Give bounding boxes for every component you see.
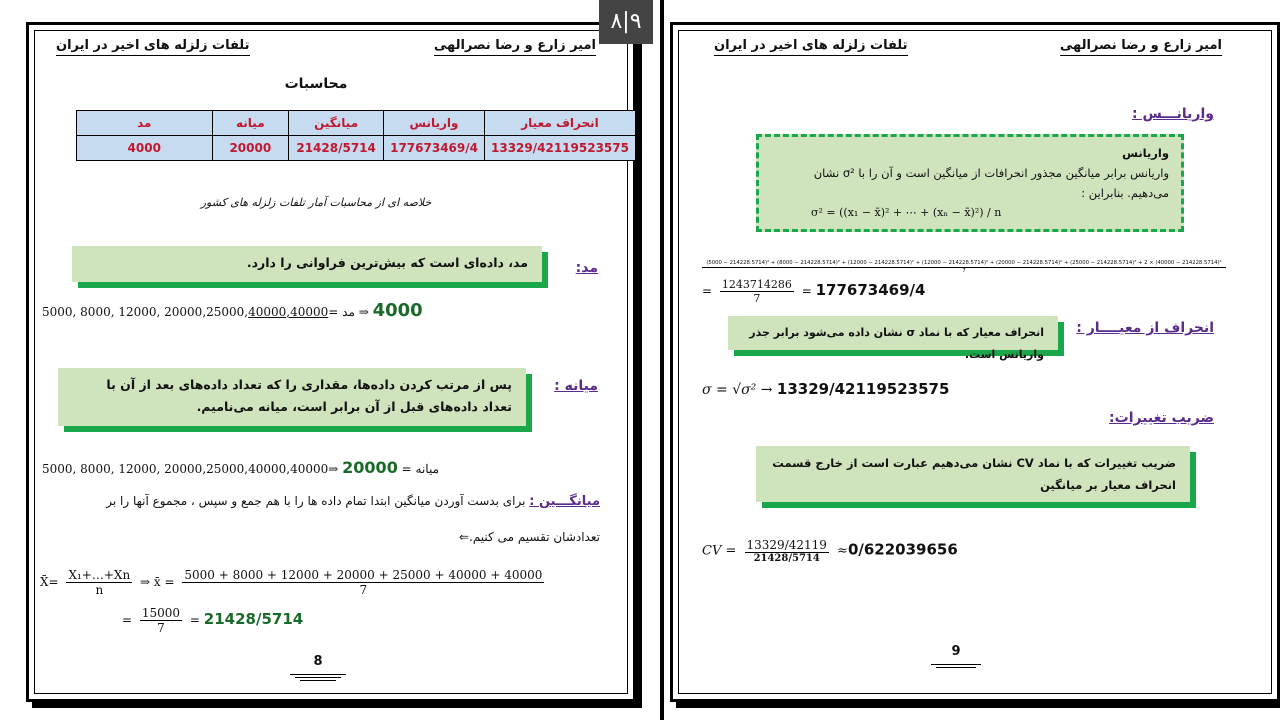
median-definition-box <box>58 368 526 426</box>
mean-sum-numerator: 5000 + 8000 + 12000 + 20000 + 25000 + 40000 + 40000 <box>184 568 543 582</box>
mean-text-line-1 <box>40 494 600 509</box>
median-label: میانه : <box>554 378 598 394</box>
header-authors: امیر زارع و رضا نصرالهی <box>434 38 596 56</box>
mean-formula-lhs: X̄= <box>40 575 59 589</box>
table-header-cell: مد <box>77 111 213 136</box>
mean-sum-fraction <box>182 568 544 597</box>
statistics-table <box>76 110 636 161</box>
mean-eq-denominator: 7 <box>157 621 165 635</box>
cv-equation <box>702 538 958 564</box>
variance-eq-prefix: = <box>702 284 713 298</box>
page-number-rule <box>926 662 986 670</box>
median-result: 20000 <box>342 458 398 477</box>
table-cell: 177673469/4 <box>384 136 485 161</box>
mean-eq-prefix: = <box>122 613 133 627</box>
variance-eq-mid: = <box>801 284 812 298</box>
median-data: 5000, 8000, 12000, 20000,25000,40000,40000⇒ میانه = <box>42 462 440 476</box>
cv-label: ضریب تغییرات: <box>1109 410 1214 426</box>
mode-result: 4000 <box>372 300 423 321</box>
variance-expansion <box>702 260 1226 275</box>
variance-eq-numerator: 1243714286 <box>721 278 792 291</box>
mean-formula-fraction <box>66 568 132 597</box>
mean-label: میانگـــین : <box>529 494 600 509</box>
cv-numerator: 13329/42119 <box>746 538 827 552</box>
variance-label: واریانـــس : <box>1132 106 1214 122</box>
mean-formula-denominator: n <box>95 583 104 597</box>
mean-result-equation <box>122 606 303 635</box>
page-9 <box>670 22 1280 702</box>
mode-equation <box>42 300 423 321</box>
mean-text: برای بدست آوردن میانگین ابتدا تمام داده ها را با هم جمع و سپس ، مجموع آنها را بر <box>106 494 526 508</box>
mean-sum-denominator: 7 <box>359 583 368 597</box>
variance-equation <box>702 278 925 305</box>
variance-result: 177673469/4 <box>815 281 926 299</box>
variance-box-title: واریانس <box>1122 146 1169 160</box>
mean-text-line-2: تعدادشان تقسیم می کنیم.⇐ <box>458 530 600 544</box>
page-number-rule <box>288 672 348 683</box>
variance-box-formula: σ² = ((x₁ − x̄)² + ⋯ + (xₙ − x̄)²) / n <box>811 206 1002 219</box>
table-header-cell: انحراف معیار <box>484 111 635 136</box>
cv-denominator: 21428/5714 <box>753 553 820 564</box>
stddev-label: انحراف از معیــــار : <box>1076 320 1214 336</box>
page-badge: ۸|۹ <box>599 0 653 44</box>
cv-definition-line-2: انحراف معیار بر میانگین <box>1040 478 1176 492</box>
summary-caption: خلاصه ای از محاسبات آمار تلفات زلزله های کشور <box>200 196 432 209</box>
table-header-cell: میانگین <box>289 111 384 136</box>
variance-eq-denominator: 7 <box>753 292 761 305</box>
cv-definition-box <box>756 446 1190 502</box>
mean-result: 21428/5714 <box>203 610 304 628</box>
stddev-equation <box>702 380 949 398</box>
mean-eq-numerator: 15000 <box>141 606 181 620</box>
mode-label: مد: <box>575 260 598 276</box>
table-cell: 20000 <box>212 136 289 161</box>
header-title: تلفات زلزله های اخیر در ایران <box>714 38 908 56</box>
variance-box-line-2: می‌دهیم. بنابراین : <box>1081 186 1169 200</box>
median-definition-line-2: تعداد داده‌های قبل از آن برابر است، میانه می‌نامیم. <box>196 399 512 414</box>
table-cell: 4000 <box>77 136 213 161</box>
section-heading: محاسبات <box>284 76 348 92</box>
variance-definition-box <box>756 134 1184 232</box>
cv-result: 0/622039656 <box>847 540 958 559</box>
table-header-cell: میانه <box>212 111 289 136</box>
cv-approx: ≈ <box>837 543 848 559</box>
mean-eq-fraction <box>140 606 182 635</box>
variance-box-line-1: واریانس برابر میانگین مجذور انحرافات از میانگین است و آن را با σ² نشان <box>813 166 1169 180</box>
page-divider <box>660 0 664 720</box>
table-header-cell: واریانس <box>384 111 485 136</box>
header-title: تلفات زلزله های اخیر در ایران <box>56 38 250 56</box>
stddev-definition: انحراف معیار که با نماد σ نشان داده می‌شود برابر جذر واریانس است. <box>749 326 1044 361</box>
mean-eq-mid: = <box>189 613 200 627</box>
mode-data: 5000, 8000, 12000, 20000,25000, <box>42 305 249 319</box>
variance-eq-fraction <box>720 278 794 305</box>
cv-fraction <box>745 538 829 564</box>
median-equation <box>42 458 439 477</box>
table-cell: 21428/5714 <box>289 136 384 161</box>
page-number: 9 <box>951 644 961 659</box>
page-number: 8 <box>313 654 323 669</box>
variance-expansion-numerator: (5000 − 214228.5714)² + (8000 − 214228.5714)² + (12000 − 214228.5714)² + (12000 − 214228.5714)² + (20000 − 214228.5714)² + (25000 − 214228.5714)² + 2 × (40000 − 214228.5714)² <box>702 260 1226 268</box>
mode-definition: مد، داده‌ای است که بیش‌ترین فراوانی را دارد. <box>246 255 528 270</box>
median-definition-line-1: پس از مرتب کردن داده‌ها، مقداری را که تعداد داده‌های بعد از آن با <box>106 377 512 392</box>
mode-arrow: ⇒ مد = <box>328 305 369 319</box>
stddev-definition-box <box>728 316 1058 361</box>
variance-expansion-denominator: 7 <box>962 268 966 274</box>
stddev-formula: σ = √σ² → <box>702 382 773 398</box>
cv-lhs: CV = <box>702 543 737 559</box>
header-authors: امیر زارع و رضا نصرالهی <box>1060 38 1222 56</box>
mode-definition-box <box>72 246 542 282</box>
mean-formula-mid: ⇒ x̄ = <box>140 575 175 589</box>
table-header-row <box>77 111 636 136</box>
cv-definition-line-1: ضریب تغییرات که با نماد CV نشان می‌دهیم عبارت است از خارج قسمت <box>772 456 1176 470</box>
page-8 <box>26 22 636 702</box>
stddev-result: 13329/42119523575 <box>776 380 950 398</box>
table-cell: 13329/42119523575 <box>484 136 635 161</box>
mean-formula <box>40 568 548 597</box>
mode-data-repeated: 40000,40000 <box>248 305 329 319</box>
mean-formula-numerator: X₁+…+Xn <box>68 568 131 582</box>
table-row <box>77 136 636 161</box>
